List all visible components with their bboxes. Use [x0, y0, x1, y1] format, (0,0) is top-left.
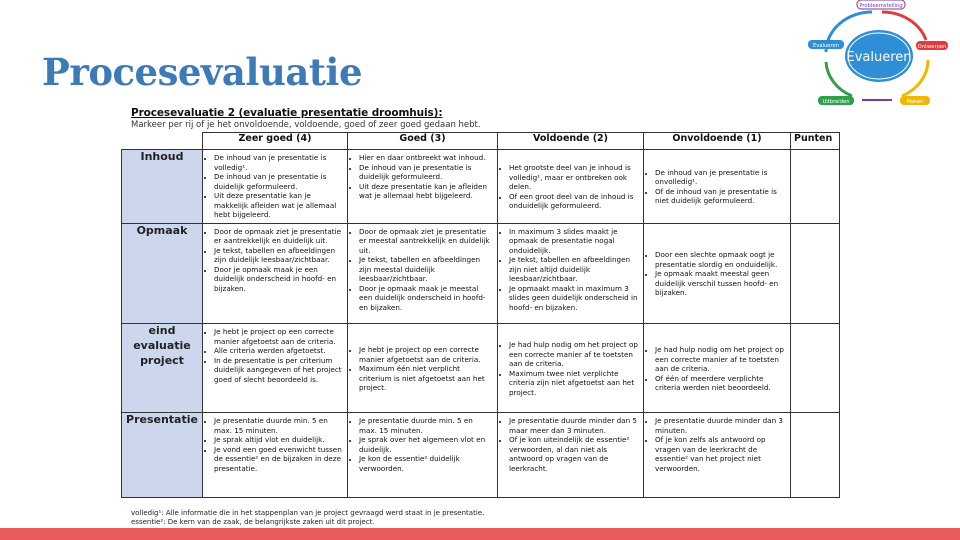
cell-bullet: • Je had hulp nodig om het project op een correcte manier af te toetsten aan de criteria. [655, 345, 786, 374]
cell-bullet: • Je opmaak maakt meestal geen duidelijk verschil tussen hoofd- en bijzaken. [655, 269, 786, 298]
cell-bullet: • Of je kon zelfs als antwoord op vragen van de leerkracht de essentie² van het project niet verwoorden. [655, 435, 786, 473]
cell-bullet: • Je had hulp nodig om het project op een correcte manier af te toetsten aan de criteria. [509, 340, 639, 369]
header-voldoende: Voldoende (2) [498, 133, 644, 150]
cell-bullet: • Door de opmaak ziet je presentatie er meestal aantrekkelijk en duidelijk uit. [359, 227, 493, 256]
header-blank [122, 133, 203, 150]
cell-bullet: • Of een groot deel van de inhoud is onduidelijk geformuleerd. [509, 192, 639, 211]
rubric-cell [348, 223, 498, 324]
rubric-cell [498, 413, 644, 498]
cell-bullet: • Je presentatie duurde minder dan 5 maar meer dan 3 minuten. [509, 416, 639, 435]
document-heading: Procesevaluatie 2 (evaluatie presentatie droomhuis): [131, 107, 443, 119]
rubric-row-inhoud [122, 150, 840, 224]
footnotes [131, 509, 484, 527]
cell-bullet: • Je hebt je project op een correcte manier afgetoetst aan de criteria. [214, 327, 343, 346]
punten-cell[interactable] [791, 324, 840, 413]
criterion-label: eind evaluatie project [122, 324, 203, 413]
cell-bullet: • De inhoud van je presentatie is volledig¹. [214, 153, 343, 172]
rubric-row-eind-evaluatie [122, 324, 840, 413]
rubric-cell [644, 324, 791, 413]
footnote-volledig: volledig¹: Alle informatie die in het stappenplan van je project gevraagd werd staat in je presentatie. [131, 509, 485, 517]
bottom-accent-bar [0, 528, 960, 540]
cell-bullet: • De inhoud van je presentatie is onvolledig¹. [655, 168, 786, 187]
cell-bullet: • Alle criteria werden afgetoetst. [214, 346, 343, 356]
punten-cell[interactable] [791, 223, 840, 324]
logo-label-3: Maken [906, 99, 924, 105]
cell-bullet: • Hier en daar ontbreekt wat inhoud. [359, 153, 493, 163]
cell-bullet: • Je sprak altijd vlot en duidelijk. [214, 435, 343, 445]
cell-bullet: • Door een slechte opmaak oogt je presentatie slordig en onduidelijk. [655, 250, 786, 269]
cell-bullet: • Uit deze presentatie kan je makkelijk afleiden wat je allemaal hebt bijgeleerd. [214, 191, 343, 220]
cell-bullet: • Het grootste deel van je inhoud is volledig¹, maar er ontbreken ook delen. [509, 163, 639, 192]
cell-bullet: • Door je opmaak maak je een duidelijk onderscheid in hoofd- en bijzaken. [214, 265, 343, 294]
rubric-cell [644, 150, 791, 224]
cell-bullet: • Of de inhoud van je presentatie is niet duidelijk geformuleerd. [655, 187, 786, 206]
rubric-cell [644, 413, 791, 498]
rubric-cell [203, 324, 348, 413]
header-punten: Punten [791, 133, 840, 150]
logo-center-text: Evalueren [846, 50, 912, 65]
evalueren-logo [806, 0, 948, 112]
header-goed: Goed (3) [348, 133, 498, 150]
rubric-cell [203, 413, 348, 498]
rubric-cell [644, 223, 791, 324]
rubric-row-opmaak [122, 223, 840, 324]
cell-bullet: • In maximum 3 slides maakt je opmaak de presentatie nogal onduidelijk. [509, 227, 639, 256]
footnote-essentie: essentie²: De kern van de zaak, de belangrijkste zaken uit dit project. [131, 517, 375, 526]
cell-bullet: • Je hebt je project op een correcte manier afgetoetst aan de criteria. [359, 345, 493, 364]
cell-bullet: • Je sprak over het algemeen vlot en duidelijk. [359, 435, 493, 454]
cell-bullet: • De inhoud van je presentatie is duidelijk geformuleerd. [214, 172, 343, 191]
header-zeer-goed: Zeer goed (4) [203, 133, 348, 150]
cell-bullet: • Door de opmaak ziet je presentatie er aantrekkelijk en duidelijk uit. [214, 227, 343, 246]
criterion-label: Opmaak [122, 223, 203, 324]
cycle-diagram-icon [806, 0, 948, 112]
rubric-cell [348, 413, 498, 498]
cell-bullet: • Of je kon uiteindelijk de essentie² verwoorden, al dan niet als antwoord op vragen van de leerkracht. [509, 435, 639, 473]
cell-bullet: • Door je opmaak maak je meestal een duidelijk onderscheid in hoofd- en bijzaken. [359, 284, 493, 313]
cell-bullet: • Je kon de essentie² duidelijk verwoorden. [359, 454, 493, 473]
cell-bullet: • De inhoud van je presentatie is duidelijk geformuleerd. [359, 163, 493, 182]
punten-cell[interactable] [791, 150, 840, 224]
cell-bullet: • Je tekst, tabellen en afbeeldingen zijn duidelijk leesbaar/zichtbaar. [214, 246, 343, 265]
logo-label-2: Ontwerpen [917, 44, 947, 50]
criterion-label: Presentatie [122, 413, 203, 498]
cell-bullet: • Of één of meerdere verplichte criteria werden niet beoordeeld. [655, 374, 786, 393]
criterion-label: Inhoud [122, 150, 203, 224]
cell-bullet: • Maximum één niet verplicht criterium is niet afgetoetst aan het project. [359, 364, 493, 393]
rubric-cell [203, 150, 348, 224]
cell-bullet: • Je tekst, tabellen en afbeeldingen zijn niet altijd duidelijk leesbaar/zichtbaar. [509, 255, 639, 284]
cell-bullet: • Je presentatie duurde min. 5 en max. 15 minuten. [214, 416, 343, 435]
cell-bullet: • Je tekst, tabellen en afbeeldingen zijn meestal duidelijk leesbaar/zichtbaar. [359, 255, 493, 284]
cell-bullet: • Je vond een goed evenwicht tussen de essentie² en de bijzaken in deze presentatie. [214, 445, 343, 474]
rubric-cell [348, 150, 498, 224]
rubric-cell [348, 324, 498, 413]
rubric-table [121, 132, 840, 498]
cell-bullet: • Je presentatie duurde min. 5 en max. 15 minuten. [359, 416, 493, 435]
logo-label-1: Probleemstelling [859, 3, 903, 9]
rubric-cell [203, 223, 348, 324]
rubric-row-presentatie [122, 413, 840, 498]
cell-bullet: • Je opmaakt maakt in maximum 3 slides geen duidelijk onderscheid in hoofd- en bijzaken. [509, 284, 639, 313]
rubric-cell [498, 150, 644, 224]
document-subtitle: Markeer per rij of je het onvoldoende, voldoende, goed of zeer goed gedaan hebt. [131, 120, 481, 130]
rubric-cell [498, 223, 644, 324]
rubric-cell [498, 324, 644, 413]
cell-bullet: • In de presentatie is per criterium duidelijk aangegeven of het project goed of slecht beoordeeld is. [214, 356, 343, 385]
slide-title: Procesevaluatie [42, 50, 363, 94]
cell-bullet: • Je presentatie duurde minder dan 3 minuten. [655, 416, 786, 435]
logo-label-4: Uitbreiden [822, 99, 850, 105]
cell-bullet: • Uit deze presentatie kan je afleiden wat je allemaal hebt bijgeleerd. [359, 182, 493, 201]
header-onvoldoende: Onvoldoende (1) [644, 133, 791, 150]
cell-bullet: • Maximum twee niet verplichte criteria zijn niet afgetoetst aan het project. [509, 369, 639, 398]
logo-label-5: Evalueren [813, 43, 839, 49]
punten-cell[interactable] [791, 413, 840, 498]
